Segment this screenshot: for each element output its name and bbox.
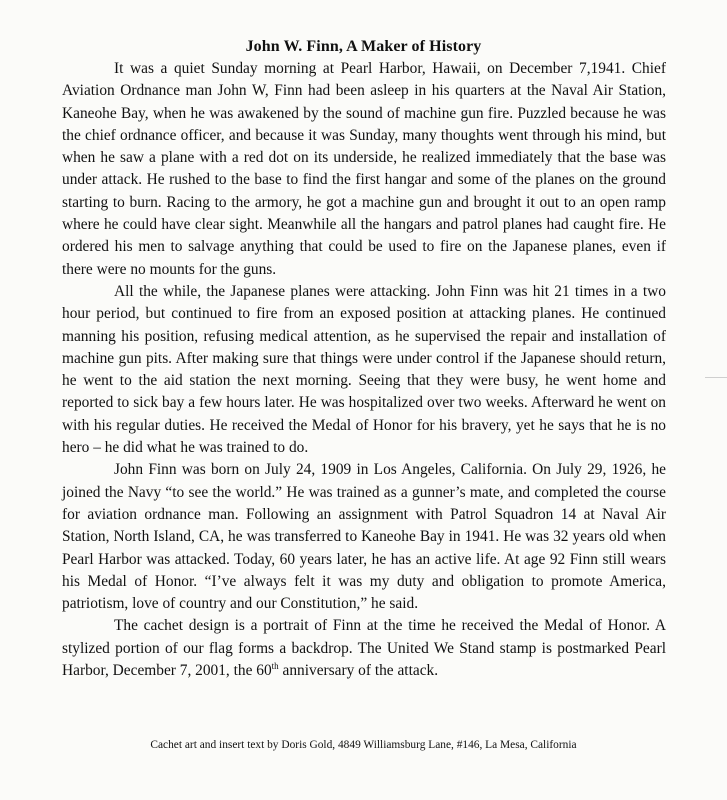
ordinal-superscript: th (271, 660, 279, 671)
article-body (62, 58, 666, 682)
paragraph-pearl-harbor-morning: It was a quiet Sunday morning at Pearl Harbor, Hawaii, on December 7,1941. Chief Aviation Ordnance man John W, Finn had been asleep in his quarters at the Naval Air Station, Kaneohe Bay, when he was awakened by the sound of machine gun fire. Puzzled because he was the chief ordnance officer, and because it was Sunday, many thoughts went through his mind, but when he saw a plane with a red dot on its underside, he realized immediately that the base was under attack. He rushed to the base to find the first hangar and some of the planes on the ground starting to burn. Racing to the armory, he got a machine gun and brought it out to an open ramp where he could have clear sight. Meanwhile all the hangars and patrol planes had caught fire. He ordered his men to salvage anything that could be used to fire on the Japanese planes, even if there were no mounts for the guns. (62, 60, 666, 278)
paragraph-under-fire: All the while, the Japanese planes were attacking. John Finn was hit 21 times in a two hour period, but continued to fire from an exposed position at attacking planes. He continued manning his position, refusing medical attention, as he supervised the repair and installation of machine gun pits. After making sure that things were under control if the Japanese should return, he went to the aid station the next morning. Seeing that they were busy, he went home and reported to sick bay a few hours later. He was hospitalized over two weeks. Afterward he went on with his regular duties. He received the Medal of Honor for his bravery, yet he says that he is no hero – he did what he was trained to do. (62, 282, 666, 457)
cachet-text-main: The cachet design is a portrait of Finn at the time he received the Medal of Honor. A stylized portion of our flag forms a backdrop. The United We Stand stamp is postmarked Pearl Harbor, December 7, 2001, the 60 (62, 617, 666, 680)
cachet-text-end: anniversary of the attack. (278, 662, 439, 680)
document-title: John W. Finn, A Maker of History (245, 38, 482, 55)
paragraph-biography: John Finn was born on July 24, 1909 in Los Angeles, California. On July 29, 1926, he joined the Navy “to see the world.” He was trained as a gunner’s mate, and completed the course for aviation ordnance man. Following an assignment with Patrol Squadron 14 at Naval Air Station, North Island, CA, he was transferred to Kaneohe Bay in 1941. He was 32 years old when Pearl Harbor was attacked. Today, 60 years later, he has an active life. At age 92 Finn still wears his Medal of Honor. “I’ve always felt it was my duty and obligation to promote America, patriotism, love of country and our Constitution,” he said. (62, 461, 666, 613)
credit-footer: Cachet art and insert text by Doris Gold, 4849 Williamsburg Lane, #146, La Mesa, California (150, 739, 577, 751)
paper-fold-mark (705, 377, 727, 378)
paragraph-cachet-design (62, 615, 666, 682)
